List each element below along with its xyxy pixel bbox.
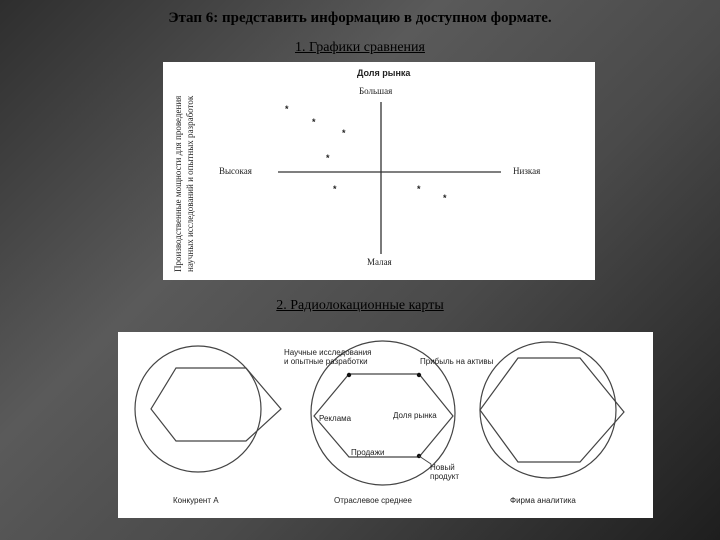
label-new-product: Новый — [430, 463, 455, 472]
slide-title: Этап 6: представить информацию в доступном формате. — [168, 10, 552, 26]
radar-circle-firm — [480, 342, 616, 478]
radar-polygon-competitor — [151, 368, 281, 441]
data-marker: * — [312, 117, 316, 127]
section-heading-comparison: 1. Графики сравнения — [295, 40, 425, 55]
radar-polygon-firm — [480, 358, 624, 462]
radar-circle-competitor — [135, 346, 261, 472]
data-marker: * — [417, 184, 421, 194]
radar-charts-panel — [118, 332, 653, 518]
data-marker: * — [333, 184, 337, 194]
top-label: Большая — [359, 86, 393, 96]
data-marker: * — [285, 104, 289, 114]
section-heading-radar: 2. Радиолокационные карты — [276, 298, 444, 313]
comparison-chart-panel — [163, 62, 595, 280]
data-marker: * — [326, 153, 330, 163]
label-share: Доля рынка — [393, 411, 437, 420]
right-label: Низкая — [513, 166, 541, 176]
comparison-chart — [163, 62, 595, 280]
data-marker: * — [443, 193, 447, 203]
data-marker: * — [342, 128, 346, 138]
radar-point — [347, 373, 351, 377]
left-label: Высокая — [219, 166, 252, 176]
caption-competitor: Конкурент А — [173, 496, 219, 505]
radar-charts — [118, 332, 653, 518]
radar-point — [417, 373, 421, 377]
label-advert: Реклама — [319, 414, 352, 423]
caption-average: Отраслевое среднее — [334, 496, 412, 505]
caption-firm: Фирма аналитика — [510, 496, 576, 505]
label-new-product-2: продукт — [430, 472, 459, 481]
top-title: Доля рынка — [357, 68, 411, 78]
bottom-label: Малая — [367, 257, 392, 267]
label-research: Научные исследования — [284, 348, 372, 357]
y-axis-label-line1: Производственные мощности для проведения — [173, 95, 183, 272]
y-axis-label-line2: научных исследований и опытных разработок — [185, 95, 195, 272]
label-sales: Продажи — [351, 448, 385, 457]
label-profit: Прибыль на активы — [420, 357, 494, 366]
label-research-2: и опытные разработки — [284, 357, 368, 366]
